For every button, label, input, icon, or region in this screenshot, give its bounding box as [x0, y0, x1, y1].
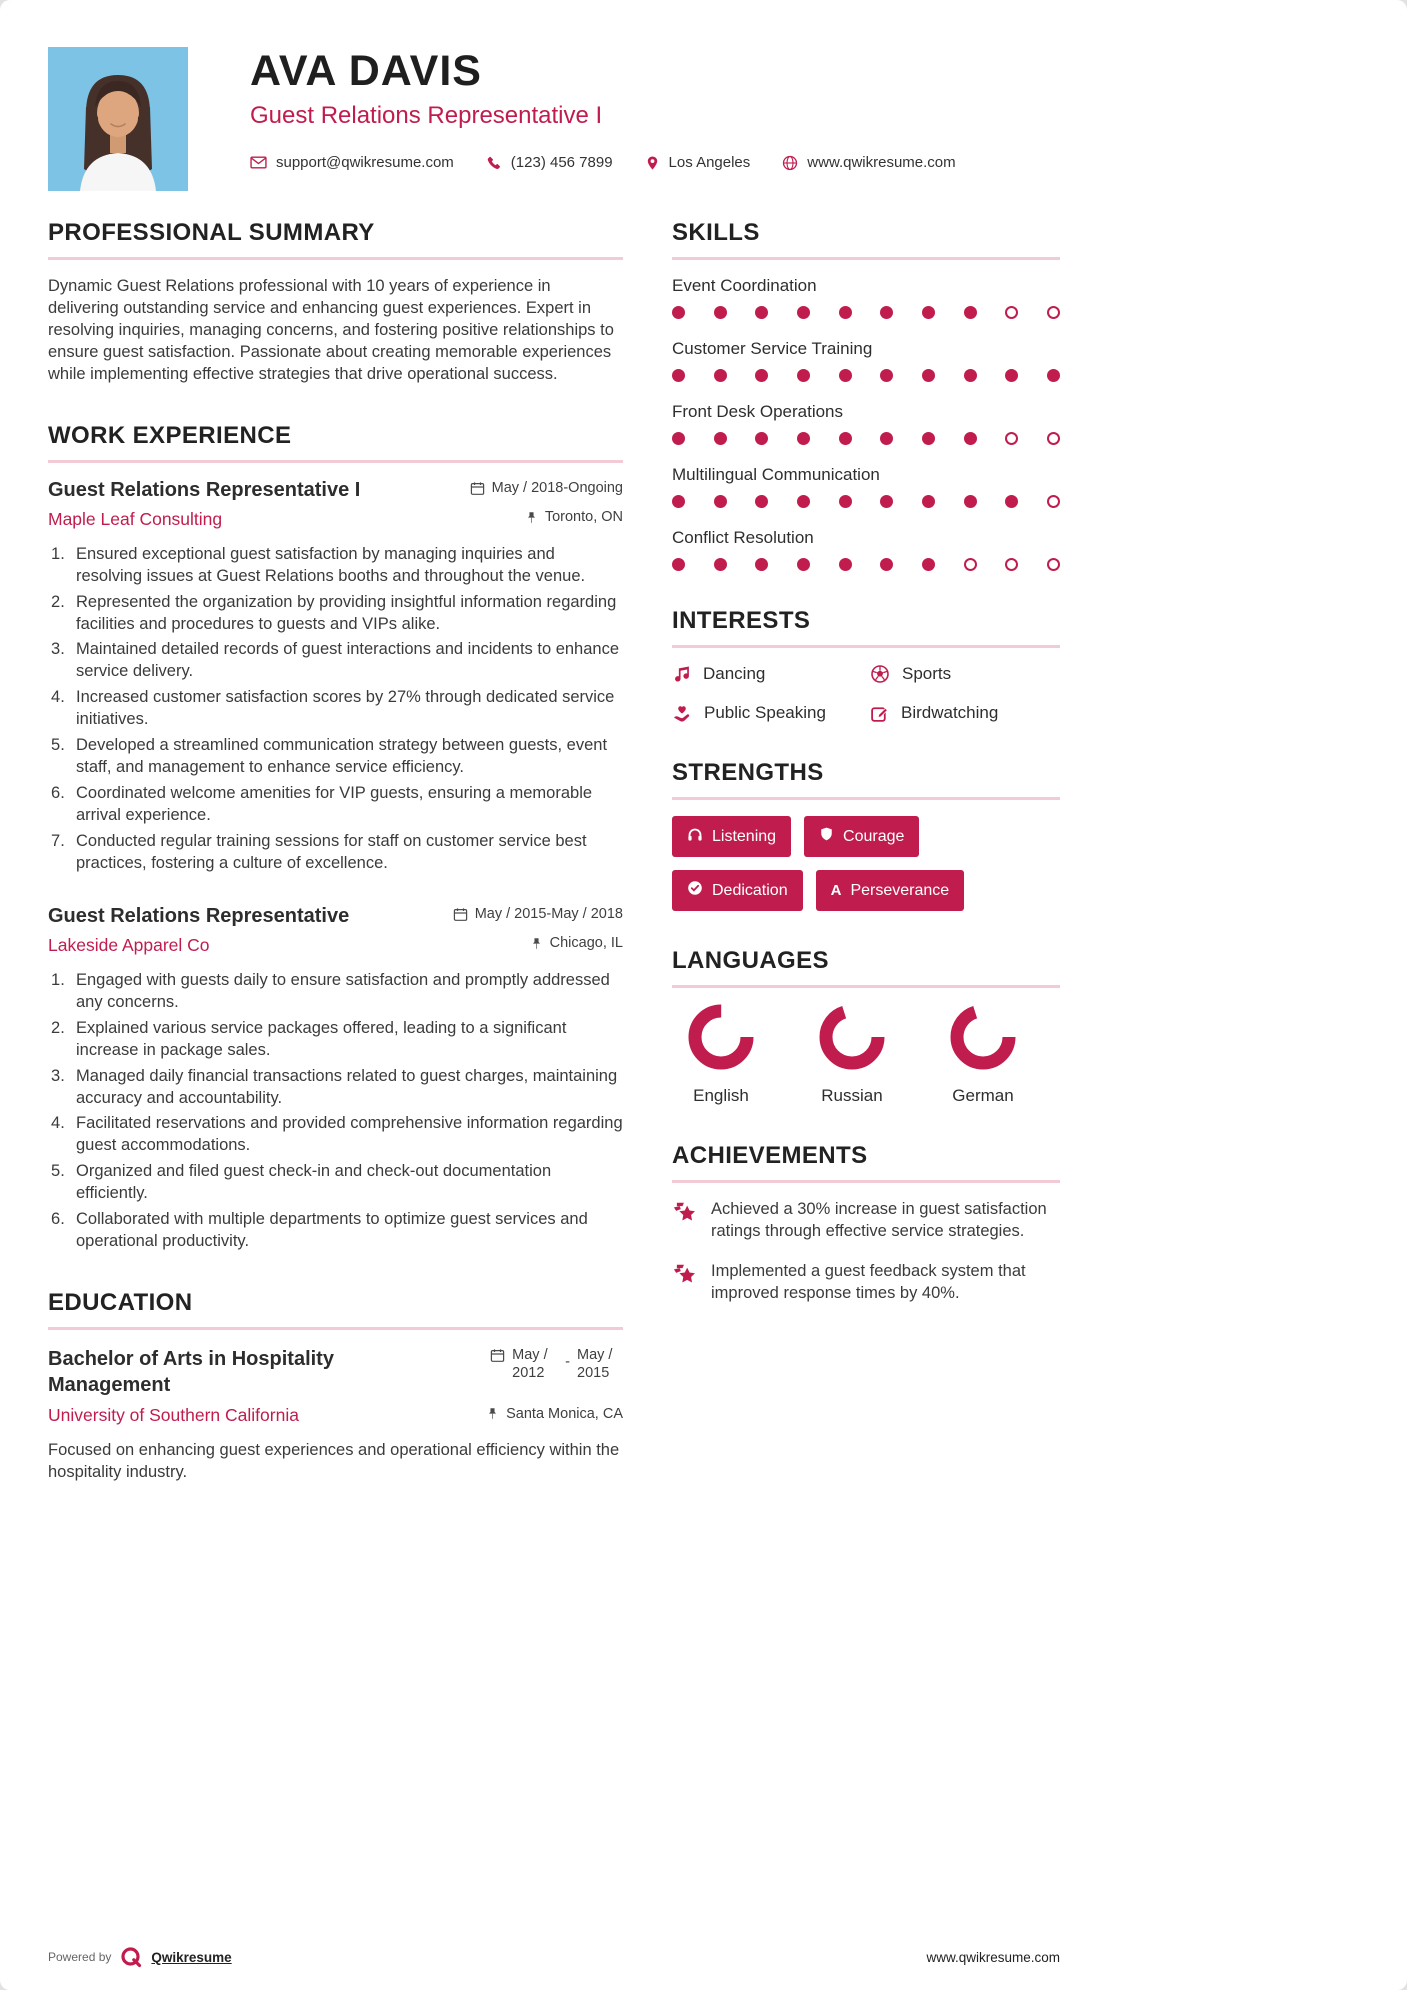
work-heading: WORK EXPERIENCE — [48, 422, 623, 463]
phone-text: (123) 456 7899 — [510, 154, 613, 172]
hand-heart-icon — [672, 704, 692, 723]
language-donut-chart — [819, 1004, 885, 1070]
location-text: Los Angeles — [668, 154, 751, 172]
globe-icon — [782, 155, 798, 171]
skill-dot — [1005, 495, 1018, 508]
location-pin-icon — [645, 155, 660, 171]
email-contact[interactable] — [250, 154, 454, 171]
skill-dot — [672, 495, 685, 508]
job-bullet: Collaborated with multiple departments to optimize guest services and operational productivity. — [76, 1210, 588, 1251]
check-circle-icon — [687, 880, 703, 901]
profile-photo-image — [48, 47, 188, 191]
skill-dot — [839, 432, 852, 445]
achievement-item: Achieved a 30% increase in guest satisfaction ratings through effective service strategies. — [672, 1199, 1060, 1243]
job-bullet: Conducted regular training sessions for staff on customer service best practices, fostering a culture of excellence. — [76, 831, 587, 872]
skill-dot — [672, 558, 685, 571]
website-text: www.qwikresume.com — [807, 154, 956, 172]
skill-row: Conflict Resolution — [672, 528, 1060, 571]
interests-heading: INTERESTS — [672, 607, 1060, 648]
strengths-heading: STRENGTHS — [672, 759, 1060, 800]
job-title: Guest Relations Representative — [48, 904, 350, 927]
skill-dot — [714, 369, 727, 382]
skill-dot — [922, 495, 935, 508]
job-location: Chicago, IL — [530, 935, 623, 951]
language-donut-chart — [688, 1004, 754, 1070]
skill-dot — [755, 369, 768, 382]
candidate-title: Guest Relations Representative I — [250, 102, 603, 130]
skill-dot — [964, 495, 977, 508]
skills-heading: SKILLS — [672, 219, 1060, 260]
skill-dot — [839, 306, 852, 319]
skill-row: Multilingual Communication — [672, 465, 1060, 508]
skill-dot — [755, 558, 768, 571]
pen-square-icon — [870, 704, 889, 723]
skill-dot — [672, 432, 685, 445]
education-description: Focused on enhancing guest experiences and operational efficiency within the hospitality industry. — [48, 1441, 620, 1481]
skill-dot — [1005, 369, 1018, 382]
summary-text: Dynamic Guest Relations professional with 10 years of experience in delivering outstanding service and enhancing guest experiences. Expert in resolving inquiries, managing concerns, and fostering positive relationships to ensure guest satisfaction. Passionate about creating memorable experiences while implementing effective strategies that drive operational success. — [48, 277, 614, 383]
job-bullet: Coordinated welcome amenities for VIP guests, ensuring a memorable arrival experience. — [76, 784, 593, 824]
summary-heading: PROFESSIONAL SUMMARY — [48, 219, 623, 260]
skill-dot — [880, 306, 893, 319]
skill-dot — [880, 495, 893, 508]
job-bullet: Represented the organization by providing insightful information regarding facilities and procedures to guests and VIPs alike. — [76, 592, 617, 633]
pushpin-icon — [525, 510, 538, 525]
headphones-icon — [687, 827, 703, 847]
shield-icon — [819, 826, 834, 847]
resume-header — [0, 0, 1407, 191]
skill-dot — [839, 369, 852, 382]
calendar-icon — [470, 481, 485, 496]
language-item: Russian — [803, 1004, 901, 1106]
skill-level-dots — [672, 432, 1060, 445]
skill-dot — [880, 432, 893, 445]
skill-level-dots — [672, 369, 1060, 382]
phone-icon — [486, 155, 502, 171]
skill-dot — [922, 432, 935, 445]
job-company: Maple Leaf Consulting — [48, 508, 223, 529]
footer-website: www.qwikresume.com — [926, 1949, 1060, 1965]
powered-by-label: Powered by — [48, 1950, 112, 1964]
email-text: support@qwikresume.com — [276, 154, 454, 172]
phone-contact — [486, 154, 613, 171]
job-bullet: Maintained detailed records of guest interactions and incidents to enhance service delivery. — [76, 640, 620, 681]
job-bullet: Organized and filed guest check-in and check-out documentation efficiently. — [76, 1162, 552, 1203]
interest-item: Public Speaking — [672, 703, 862, 723]
strength-pill: Listening — [672, 816, 791, 857]
medal-star-icon — [672, 1200, 698, 1243]
language-item: English — [672, 1004, 770, 1106]
job-company: Lakeside Apparel Co — [48, 934, 210, 955]
soccer-ball-icon — [870, 664, 890, 684]
page-footer — [48, 1946, 1060, 1968]
contact-row — [250, 154, 956, 171]
strength-pill: A Perseverance — [816, 870, 965, 911]
skill-dot — [797, 306, 810, 319]
letter-a-icon: A — [830, 882, 842, 899]
pushpin-icon — [486, 1406, 499, 1421]
skill-row: Front Desk Operations — [672, 402, 1060, 445]
achievements-heading: ACHIEVEMENTS — [672, 1142, 1060, 1183]
skill-dot — [880, 558, 893, 571]
education-degree: Bachelor of Arts in Hospitality Management — [48, 1348, 334, 1397]
education-school: University of Southern California — [48, 1405, 299, 1426]
languages-heading: LANGUAGES — [672, 947, 1060, 988]
interest-item: Dancing — [672, 664, 862, 684]
interest-item: Sports — [870, 664, 1060, 684]
skill-dot — [964, 432, 977, 445]
job-bullet-list — [48, 970, 623, 1253]
profile-photo — [48, 47, 188, 191]
skill-level-dots — [672, 306, 1060, 319]
skill-dot — [672, 306, 685, 319]
skill-dot — [922, 306, 935, 319]
qwikresume-brand-link[interactable]: Qwikresume — [151, 1949, 232, 1965]
skill-dot — [1047, 495, 1060, 508]
job-bullet: Explained various service packages offered, leading to a significant increase in package sales. — [76, 1018, 567, 1059]
medal-star-icon — [672, 1262, 698, 1305]
skill-dot — [880, 369, 893, 382]
skill-dot — [1047, 432, 1060, 445]
section-strengths — [672, 759, 1060, 911]
skill-dot — [797, 432, 810, 445]
location-contact — [645, 154, 751, 171]
skill-dot — [1005, 558, 1018, 571]
skill-dot — [922, 369, 935, 382]
job-title: Guest Relations Representative I — [48, 478, 361, 501]
skill-dot — [714, 495, 727, 508]
section-professional-summary — [48, 219, 623, 386]
education-dates: May / 2012 - May / 2015 — [490, 1346, 623, 1382]
skill-dot — [755, 306, 768, 319]
skill-dot — [755, 495, 768, 508]
job-bullet-list — [48, 544, 623, 875]
skill-dot — [1005, 432, 1018, 445]
section-skills — [672, 219, 1060, 571]
job-location: Toronto, ON — [525, 509, 623, 525]
skill-dot — [714, 306, 727, 319]
job-entry — [48, 905, 623, 1253]
education-location: Santa Monica, CA — [486, 1406, 623, 1422]
music-note-icon — [672, 665, 691, 684]
achievement-item: Implemented a guest feedback system that improved response times by 40%. — [672, 1261, 1060, 1305]
skill-dot — [1047, 369, 1060, 382]
skill-dot — [964, 558, 977, 571]
calendar-icon — [453, 907, 468, 922]
job-bullet: Facilitated reservations and provided comprehensive information regarding guest accommodations. — [76, 1114, 623, 1155]
skill-dot — [1047, 558, 1060, 571]
interest-item: Birdwatching — [870, 703, 1060, 723]
website-contact[interactable] — [782, 154, 955, 171]
skill-dot — [797, 369, 810, 382]
section-interests — [672, 607, 1060, 723]
candidate-name: AVA DAVIS — [250, 47, 482, 95]
strength-pill: Courage — [804, 816, 919, 857]
skill-dot — [964, 369, 977, 382]
skill-dot — [839, 495, 852, 508]
language-donut-chart — [950, 1004, 1016, 1070]
job-bullet: Developed a streamlined communication strategy between guests, event staff, and management to enhance service efficiency. — [76, 736, 608, 777]
strength-pill: Dedication — [672, 870, 803, 911]
skill-dot — [964, 306, 977, 319]
job-dates: May / 2015-May / 2018 — [453, 906, 623, 922]
envelope-icon — [250, 154, 267, 171]
section-work-experience — [48, 422, 623, 1253]
language-item: German — [934, 1004, 1032, 1106]
skill-dot — [1005, 306, 1018, 319]
skill-dot — [839, 558, 852, 571]
skill-row: Event Coordination — [672, 276, 1060, 319]
section-achievements — [672, 1142, 1060, 1305]
skill-dot — [672, 369, 685, 382]
job-bullet: Increased customer satisfaction scores by 27% through dedicated service initiatives. — [76, 688, 615, 729]
job-dates: May / 2018-Ongoing — [470, 480, 623, 496]
job-bullet: Ensured exceptional guest satisfaction by managing inquiries and resolving issues at Guest Relations booths and throughout the venue. — [76, 544, 586, 585]
skill-dot — [714, 432, 727, 445]
section-education — [48, 1289, 623, 1484]
skill-dot — [714, 558, 727, 571]
job-bullet: Managed daily financial transactions related to guest charges, maintaining accuracy and accountability. — [76, 1066, 618, 1107]
job-bullet: Engaged with guests daily to ensure satisfaction and promptly addressed any concerns. — [76, 970, 610, 1011]
skill-dot — [922, 558, 935, 571]
skill-level-dots — [672, 558, 1060, 571]
education-heading: EDUCATION — [48, 1289, 623, 1330]
qwikresume-logo-icon — [120, 1946, 142, 1968]
pushpin-icon — [530, 936, 543, 951]
job-entry — [48, 479, 623, 875]
skill-dot — [1047, 306, 1060, 319]
calendar-icon — [490, 1348, 505, 1363]
section-languages — [672, 947, 1060, 1106]
skill-dot — [797, 558, 810, 571]
skill-dot — [755, 432, 768, 445]
skill-level-dots — [672, 495, 1060, 508]
skill-dot — [797, 495, 810, 508]
skill-row: Customer Service Training — [672, 339, 1060, 382]
